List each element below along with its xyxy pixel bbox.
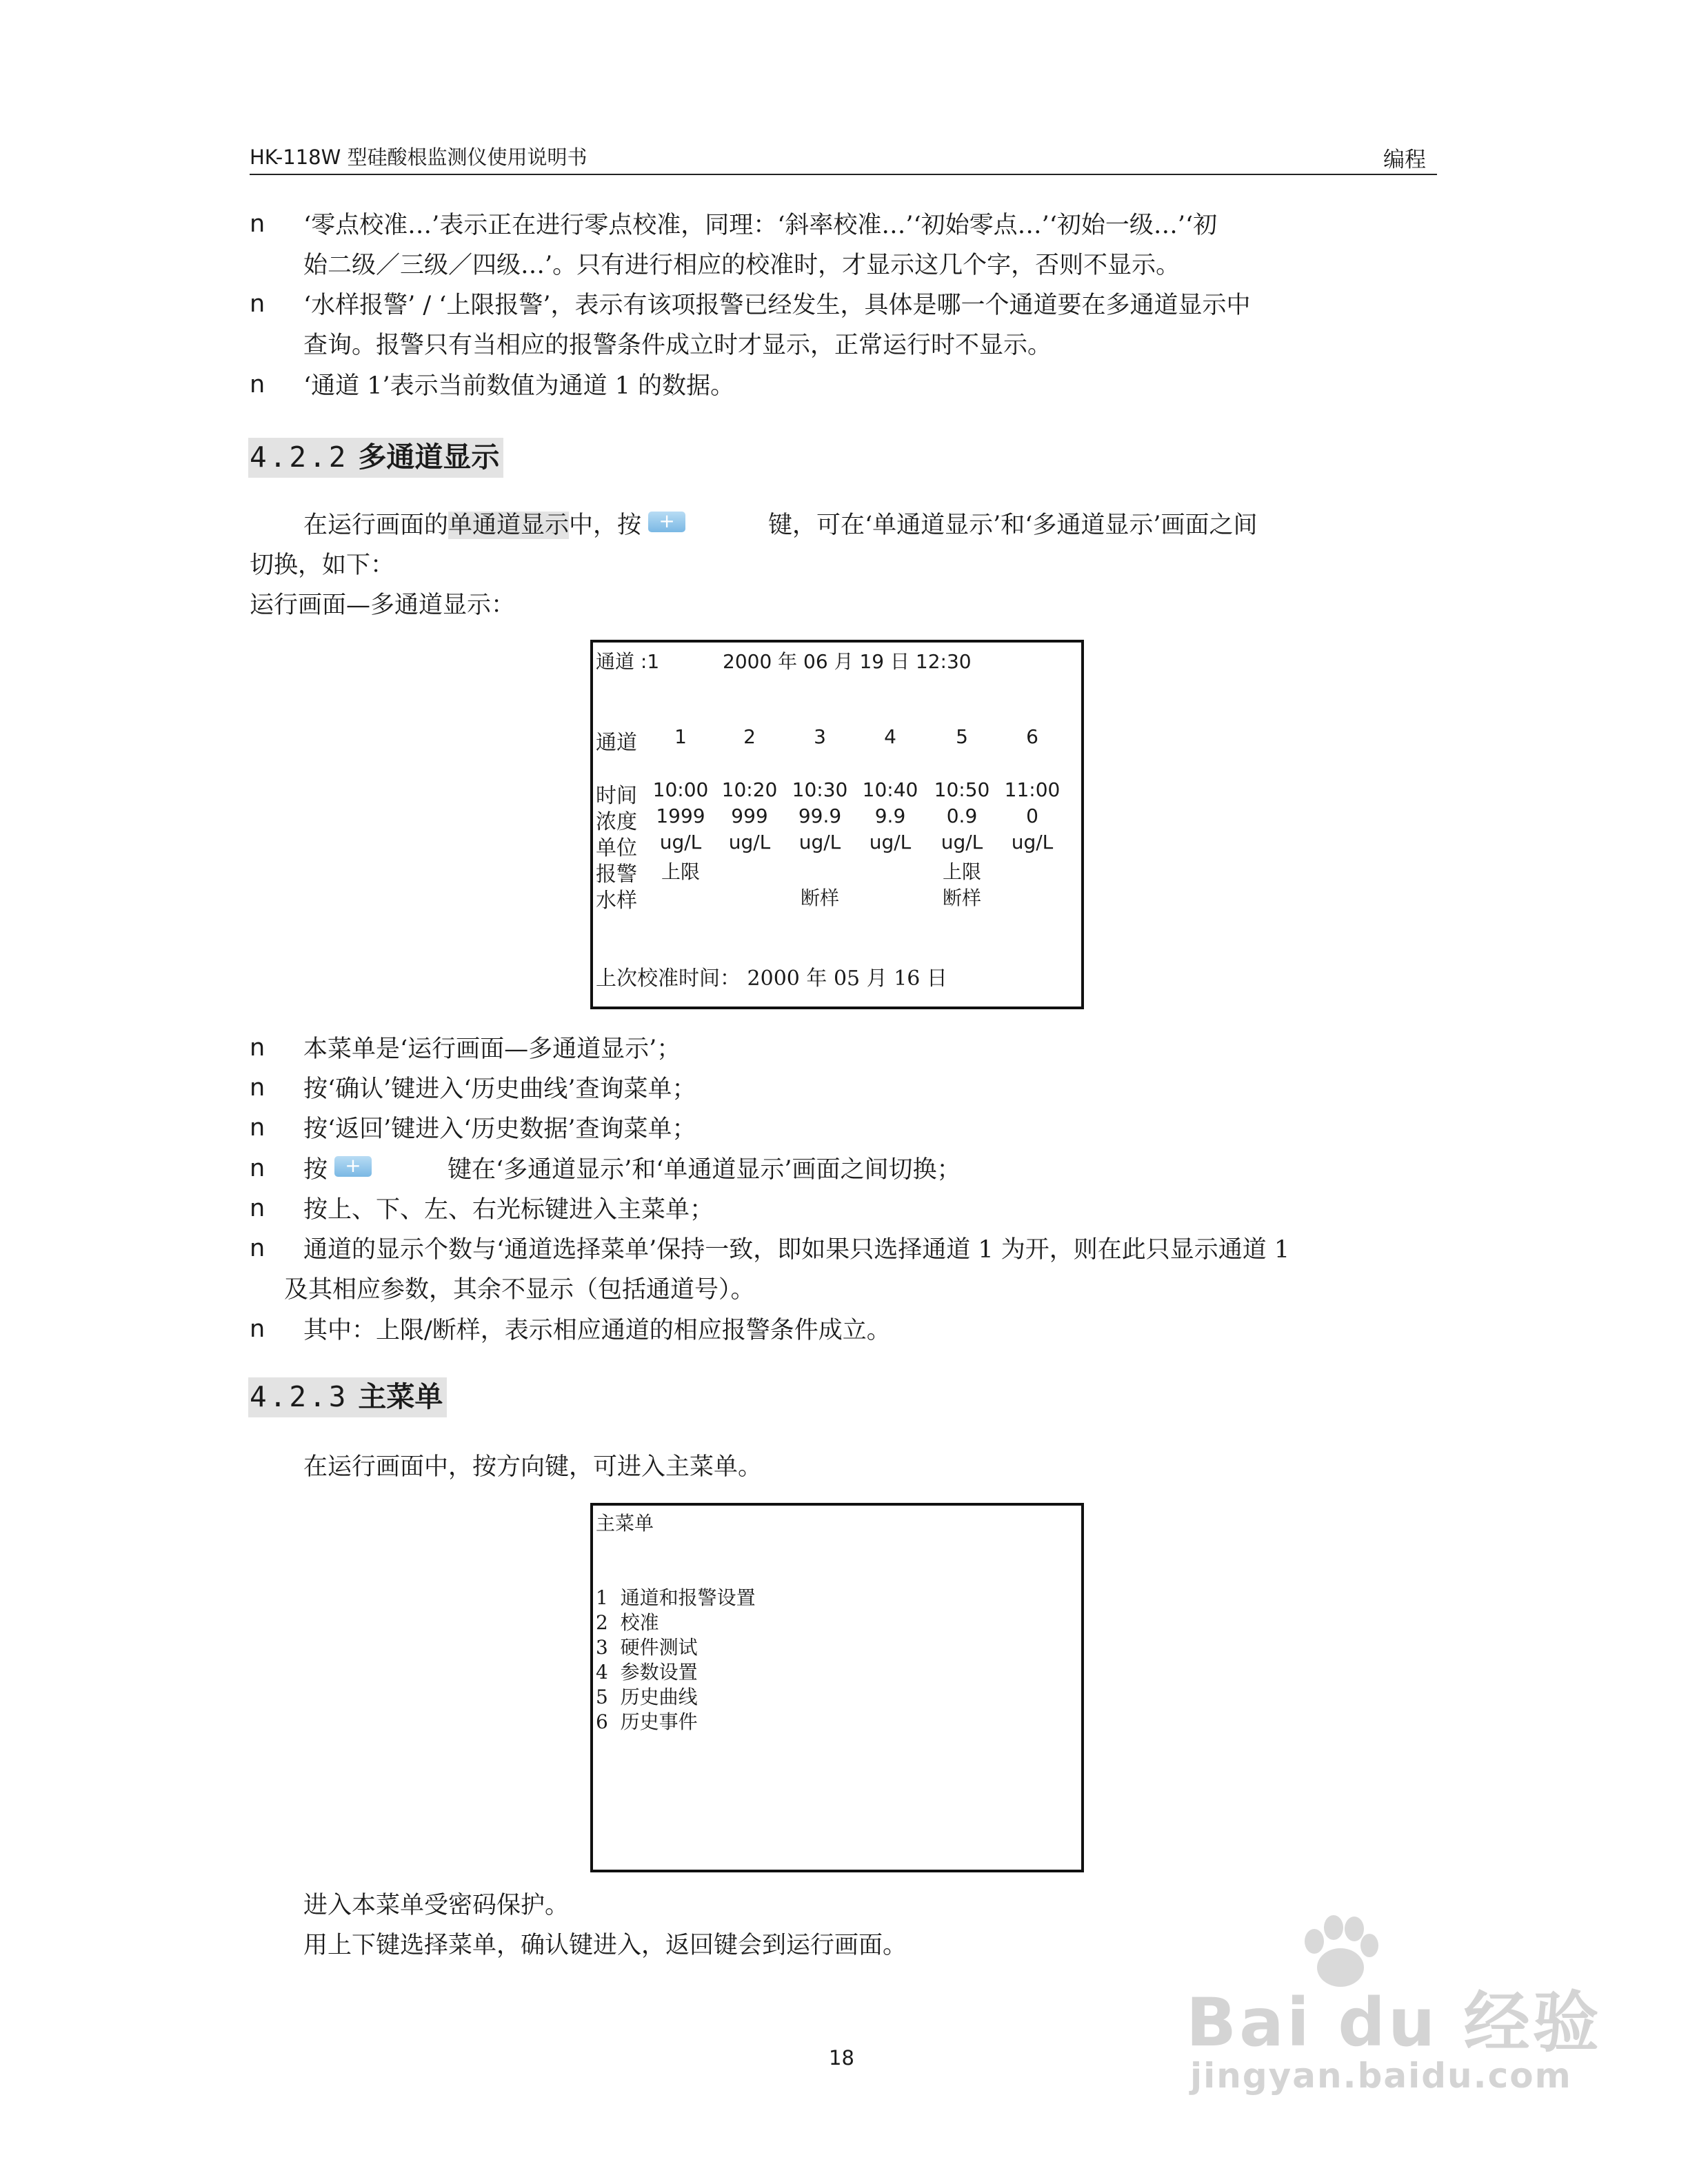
para-422-line-1	[303, 510, 1258, 540]
menu-item-calibration	[596, 1608, 659, 1635]
after-menu-line-1: 进入本菜单受密码保护。	[303, 1892, 570, 1919]
row-label-channel: 通道	[596, 731, 637, 755]
menu-item-label: 历史曲线	[620, 1686, 698, 1708]
plus-key-icon: +	[334, 1156, 372, 1177]
section-number: 4.2.2	[250, 441, 349, 474]
channel-number: 3	[814, 725, 826, 748]
intro-bullet-2-line-2: 查询。报警只有当相应的报警条件成立时才显示，正常运行时不显示。	[303, 332, 1052, 359]
multi-channel-screen	[590, 640, 1084, 1009]
menu-item-number: 6	[596, 1710, 608, 1733]
bullet-marker: n	[250, 371, 265, 398]
bullet-marker: n	[250, 290, 265, 318]
screen-datetime: 2000 年 06 月 19 日 12:30	[723, 650, 972, 673]
channel-concentration: 0.9	[946, 805, 978, 827]
channel-sample: 断样	[942, 887, 981, 909]
channel-concentration: 99.9	[798, 805, 842, 827]
menu-item-number: 3	[596, 1636, 608, 1659]
intro-bullet-1-line-2: 始二级／三级／四级…’。只有进行相应的校准时，才显示这几个字，否则不显示。	[303, 252, 1180, 279]
section-number: 4.2.3	[250, 1380, 349, 1413]
para-423: 在运行画面中，按方向键，可进入主菜单。	[303, 1453, 763, 1481]
last-calibration-time: 上次校准时间： 2000 年 05 月 16 日	[596, 967, 947, 991]
row-label-sample: 水样	[596, 889, 637, 913]
para-text: 键在‘多通道显示’和‘单通道显示’画面之间切换；	[448, 1156, 961, 1184]
multi-bullet-7: 其中：上限/断样，表示相应通道的相应报警条件成立。	[303, 1317, 891, 1344]
menu-item-hardware-test	[596, 1632, 698, 1660]
document-header-title: HK-118W 型硅酸根监测仪使用说明书	[250, 145, 587, 169]
menu-item-number: 5	[596, 1686, 608, 1708]
channel-number: 1	[674, 725, 687, 748]
channel-time: 10:00	[652, 778, 709, 801]
channel-unit: ug/L	[728, 831, 771, 853]
row-label-concentration: 浓度	[596, 810, 637, 834]
bullet-marker: n	[250, 210, 265, 238]
section-title: 多通道显示	[358, 441, 500, 474]
bullet-marker: n	[250, 1114, 265, 1142]
multi-bullet-6-line-2: 及其相应参数，其余不显示（包括通道号）。	[284, 1276, 755, 1304]
intro-bullet-2-line-1: ‘水样报警’ / ‘上限报警’，表示有该项报警已经发生，具体是哪一个通道要在多通道显示中	[303, 292, 1251, 319]
menu-item-history-curve	[596, 1682, 698, 1710]
section-title: 主菜单	[358, 1380, 443, 1413]
channel-number: 2	[743, 725, 756, 748]
row-label-time: 时间	[596, 784, 637, 808]
multi-bullet-6-line-1: 通道的显示个数与‘通道选择菜单’保持一致，即如果只选择通道 1 为开，则在此只显示通道 1	[303, 1236, 1290, 1264]
channel-unit: ug/L	[941, 831, 983, 853]
bullet-marker: n	[250, 1195, 265, 1222]
menu-item-channel-alarm	[596, 1583, 756, 1610]
para-text: 按	[303, 1156, 328, 1184]
multi-bullet-1: 本菜单是‘运行画面—多通道显示’；	[303, 1035, 681, 1063]
para-text: 中，按	[569, 512, 642, 539]
channel-alarm: 上限	[942, 860, 981, 883]
channel-unit: ug/L	[1011, 831, 1054, 853]
channel-unit: ug/L	[869, 831, 912, 853]
para-text: 键，可在‘单通道显示’和‘多通道显示’画面之间	[768, 512, 1258, 539]
para-422-line-3: 运行画面—多通道显示：	[250, 592, 516, 619]
channel-number: 4	[884, 725, 896, 748]
menu-item-label: 校准	[620, 1611, 659, 1634]
menu-item-label: 硬件测试	[620, 1636, 698, 1659]
channel-concentration: 9.9	[874, 805, 906, 827]
channel-unit: ug/L	[659, 831, 702, 853]
row-label-alarm: 报警	[596, 862, 637, 887]
channel-alarm: 上限	[661, 860, 700, 883]
channel-sample: 断样	[800, 887, 839, 909]
intro-bullet-1-line-1: ‘零点校准…’表示正在进行零点校准，同理：‘斜率校准…’‘初始零点…’‘初始一级…’‘初	[303, 212, 1218, 239]
highlighted-text: 单通道显示	[448, 512, 570, 539]
channel-concentration: 1999	[656, 805, 705, 827]
row-label-unit: 单位	[596, 836, 637, 860]
menu-item-label: 历史事件	[620, 1710, 698, 1733]
document-header-section: 编程	[1383, 148, 1426, 172]
multi-bullet-5: 按上、下、左、右光标键进入主菜单；	[303, 1196, 714, 1224]
channel-unit: ug/L	[798, 831, 841, 853]
header-rule	[250, 174, 1437, 175]
section-heading-4-2-2	[248, 438, 503, 478]
bullet-marker: n	[250, 1155, 265, 1182]
channel-number: 6	[1026, 725, 1038, 748]
channel-time: 10:30	[792, 778, 848, 801]
screen-channel-label: 通道 :1	[596, 650, 660, 673]
bullet-marker: n	[250, 1315, 265, 1343]
watermark-brand: Bai du 经验	[1186, 1984, 1602, 2061]
channel-time: 10:50	[934, 778, 990, 801]
multi-bullet-2: 按‘确认’键进入‘历史曲线’查询菜单；	[303, 1075, 696, 1103]
intro-bullet-3: ‘通道 1’表示当前数值为通道 1 的数据。	[303, 372, 735, 400]
menu-item-parameter-settings	[596, 1657, 698, 1685]
page-number: 18	[829, 2046, 854, 2070]
menu-item-history-events	[596, 1707, 698, 1735]
watermark-url: jingyan.baidu.com	[1190, 2056, 1572, 2096]
menu-item-label: 通道和报警设置	[620, 1586, 756, 1609]
para-text: 在运行画面的	[303, 512, 449, 539]
channel-concentration: 999	[731, 805, 768, 827]
menu-item-number: 4	[596, 1661, 608, 1684]
para-422-line-2: 切换，如下：	[250, 552, 395, 579]
menu-item-label: 参数设置	[620, 1661, 698, 1684]
channel-concentration: 0	[1026, 805, 1038, 827]
multi-bullet-4	[303, 1155, 961, 1185]
bullet-marker: n	[250, 1034, 265, 1062]
menu-item-number: 1	[596, 1586, 608, 1609]
channel-number: 5	[956, 725, 968, 748]
channel-time: 10:20	[721, 778, 778, 801]
bullet-marker: n	[250, 1074, 265, 1102]
section-heading-4-2-3	[248, 1377, 447, 1417]
main-menu-screen	[590, 1503, 1084, 1872]
bullet-marker: n	[250, 1235, 265, 1262]
plus-key-icon: +	[648, 512, 685, 532]
channel-time: 10:40	[862, 778, 918, 801]
after-menu-line-2: 用上下键选择菜单，确认键进入，返回键会到运行画面。	[303, 1932, 907, 1959]
menu-item-number: 2	[596, 1611, 608, 1634]
channel-time: 11:00	[1004, 778, 1061, 801]
main-menu-title: 主菜单	[596, 1512, 654, 1535]
multi-bullet-3: 按‘返回’键进入‘历史数据’查询菜单；	[303, 1115, 696, 1143]
